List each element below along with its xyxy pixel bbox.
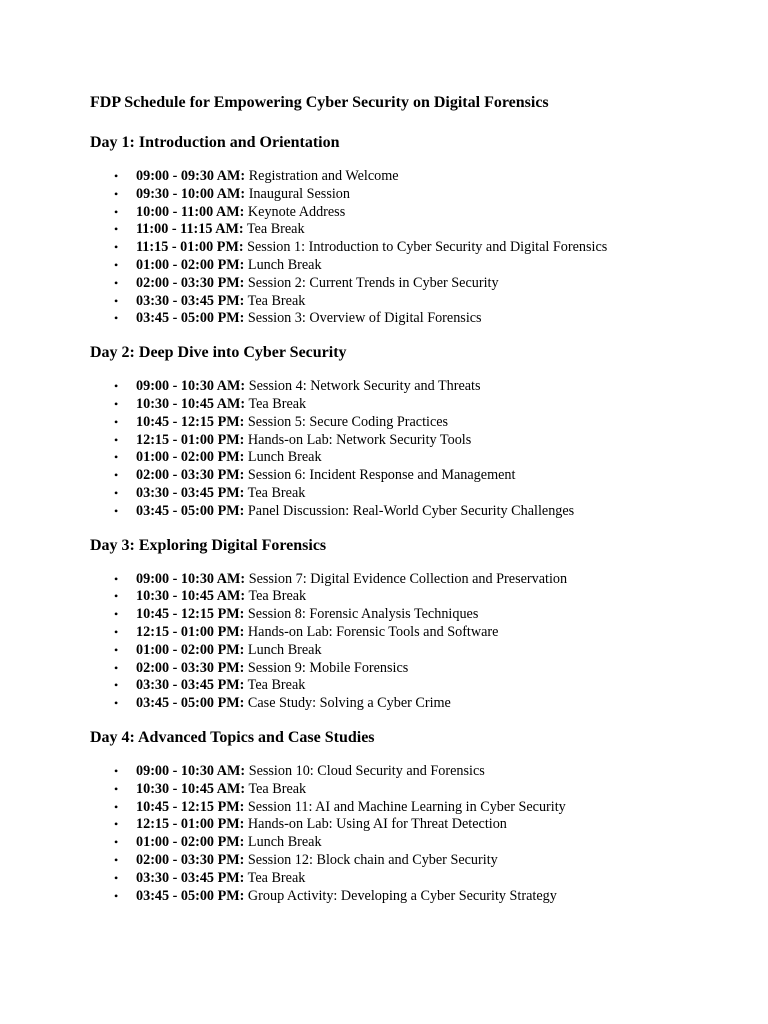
session-item <box>90 503 728 521</box>
day-section-3 <box>90 535 728 713</box>
bullet-icon: • <box>114 450 119 465</box>
bullet-icon: • <box>114 888 119 903</box>
session-activity: Lunch Break <box>247 641 322 658</box>
session-activity: Tea Break <box>246 221 305 238</box>
session-time: 03:30 - 03:45 PM: <box>136 292 245 309</box>
session-activity: Case Study: Solving a Cyber Crime <box>247 695 451 712</box>
day-section-4 <box>90 727 728 905</box>
session-time: 02:00 - 03:30 PM: <box>136 274 245 291</box>
bullet-icon: • <box>114 589 119 604</box>
bullet-icon: • <box>114 870 119 885</box>
session-item <box>90 763 728 781</box>
bullet-icon: • <box>114 222 119 237</box>
session-activity: Hands-on Lab: Network Security Tools <box>247 431 472 448</box>
session-item <box>90 204 728 222</box>
bullet-icon: • <box>114 835 119 850</box>
session-activity: Tea Break <box>247 677 306 694</box>
bullet-icon: • <box>114 678 119 693</box>
session-item <box>90 799 728 817</box>
bullet-icon: • <box>114 763 119 778</box>
session-list <box>90 763 728 905</box>
session-item <box>90 571 728 589</box>
bullet-icon: • <box>114 485 119 500</box>
session-time: 03:45 - 05:00 PM: <box>136 695 245 712</box>
session-time: 10:30 - 10:45 AM: <box>136 780 246 797</box>
session-activity: Inaugural Session <box>248 185 350 202</box>
session-time: 10:45 - 12:15 PM: <box>136 606 245 623</box>
session-activity: Hands-on Lab: Using AI for Threat Detection <box>247 816 507 833</box>
bullet-icon: • <box>114 257 119 272</box>
bullet-icon: • <box>114 293 119 308</box>
day-section-2 <box>90 342 728 520</box>
session-time: 09:30 - 10:00 AM: <box>136 185 246 202</box>
session-activity: Tea Break <box>248 395 307 412</box>
session-time: 03:30 - 03:45 PM: <box>136 869 245 886</box>
session-list <box>90 168 728 328</box>
session-item <box>90 239 728 257</box>
session-activity: Registration and Welcome <box>248 168 399 184</box>
session-item <box>90 293 728 311</box>
bullet-icon: • <box>114 571 119 586</box>
bullet-icon: • <box>114 696 119 711</box>
bullet-icon: • <box>114 468 119 483</box>
session-time: 09:00 - 09:30 AM: <box>136 168 246 184</box>
session-time: 10:45 - 12:15 PM: <box>136 798 245 815</box>
bullet-icon: • <box>114 624 119 639</box>
session-item <box>90 642 728 660</box>
bullet-icon: • <box>114 414 119 429</box>
session-item <box>90 186 728 204</box>
bullet-icon: • <box>114 432 119 447</box>
bullet-icon: • <box>114 817 119 832</box>
session-activity: Lunch Break <box>247 834 322 851</box>
session-time: 01:00 - 02:00 PM: <box>136 256 245 273</box>
document-title: FDP Schedule for Empowering Cyber Security on Digital Forensics <box>90 94 549 111</box>
bullet-icon: • <box>114 240 119 255</box>
session-item <box>90 467 728 485</box>
session-item <box>90 870 728 888</box>
session-list <box>90 378 728 520</box>
session-activity: Tea Break <box>247 484 306 501</box>
session-activity: Group Activity: Developing a Cyber Security Strategy <box>247 887 557 904</box>
session-time: 03:45 - 05:00 PM: <box>136 887 245 904</box>
session-item <box>90 432 728 450</box>
bullet-icon: • <box>114 781 119 796</box>
session-activity: Panel Discussion: Real-World Cyber Security Challenges <box>247 502 575 519</box>
session-activity: Session 5: Secure Coding Practices <box>247 413 449 430</box>
session-activity: Session 1: Introduction to Cyber Security and Digital Forensics <box>247 239 608 256</box>
bullet-icon: • <box>114 642 119 657</box>
session-activity: Session 7: Digital Evidence Collection and Preservation <box>248 570 568 587</box>
session-item <box>90 677 728 695</box>
bullet-icon: • <box>114 186 119 201</box>
bullet-icon: • <box>114 311 119 326</box>
session-item <box>90 485 728 503</box>
session-time: 11:15 - 01:00 PM: <box>136 239 244 256</box>
session-time: 10:45 - 12:15 PM: <box>136 413 245 430</box>
bullet-icon: • <box>114 379 119 394</box>
session-time: 09:00 - 10:30 AM: <box>136 762 246 779</box>
session-time: 01:00 - 02:00 PM: <box>136 449 245 466</box>
session-item <box>90 221 728 239</box>
session-activity: Session 11: AI and Machine Learning in Cyber Security <box>247 798 566 815</box>
session-activity: Session 6: Incident Response and Management <box>247 467 516 484</box>
session-activity: Session 9: Mobile Forensics <box>247 659 409 676</box>
day-section-1 <box>90 132 728 328</box>
schedule-days <box>90 132 728 905</box>
session-activity: Hands-on Lab: Forensic Tools and Software <box>247 623 499 640</box>
session-item <box>90 310 728 328</box>
session-item <box>90 852 728 870</box>
session-time: 02:00 - 03:30 PM: <box>136 467 245 484</box>
session-item <box>90 834 728 852</box>
session-activity: Session 3: Overview of Digital Forensics <box>247 310 482 327</box>
session-item <box>90 888 728 906</box>
session-activity: Tea Break <box>248 588 307 605</box>
session-time: 10:30 - 10:45 AM: <box>136 395 246 412</box>
bullet-icon: • <box>114 275 119 290</box>
session-item <box>90 414 728 432</box>
session-activity: Session 8: Forensic Analysis Techniques <box>247 606 479 623</box>
session-item <box>90 781 728 799</box>
session-time: 01:00 - 02:00 PM: <box>136 641 245 658</box>
session-item <box>90 257 728 275</box>
session-item <box>90 624 728 642</box>
session-activity: Tea Break <box>247 869 306 886</box>
session-activity: Keynote Address <box>247 203 346 220</box>
session-time: 10:30 - 10:45 AM: <box>136 588 246 605</box>
bullet-icon: • <box>114 503 119 518</box>
bullet-icon: • <box>114 204 119 219</box>
session-time: 11:00 - 11:15 AM: <box>136 221 244 238</box>
session-time: 10:00 - 11:00 AM: <box>136 203 245 220</box>
session-item <box>90 275 728 293</box>
day-heading: Day 3: Exploring Digital Forensics <box>90 536 327 554</box>
session-activity: Tea Break <box>247 292 306 309</box>
session-activity: Session 2: Current Trends in Cyber Security <box>247 274 499 291</box>
session-time: 03:30 - 03:45 PM: <box>136 677 245 694</box>
session-activity: Tea Break <box>248 780 307 797</box>
session-time: 01:00 - 02:00 PM: <box>136 834 245 851</box>
session-time: 12:15 - 01:00 PM: <box>136 623 245 640</box>
session-item <box>90 588 728 606</box>
session-activity: Lunch Break <box>247 256 322 273</box>
session-time: 03:45 - 05:00 PM: <box>136 502 245 519</box>
bullet-icon: • <box>114 660 119 675</box>
session-item <box>90 168 728 186</box>
session-time: 12:15 - 01:00 PM: <box>136 431 245 448</box>
session-list <box>90 571 728 713</box>
session-activity: Session 10: Cloud Security and Forensics <box>248 762 485 779</box>
session-time: 02:00 - 03:30 PM: <box>136 851 245 868</box>
session-activity: Session 4: Network Security and Threats <box>248 378 481 395</box>
session-activity: Session 12: Block chain and Cyber Security <box>247 851 498 868</box>
bullet-icon: • <box>114 852 119 867</box>
session-item <box>90 606 728 624</box>
session-item <box>90 695 728 713</box>
session-time: 03:30 - 03:45 PM: <box>136 484 245 501</box>
session-time: 02:00 - 03:30 PM: <box>136 659 245 676</box>
session-item <box>90 660 728 678</box>
day-heading: Day 4: Advanced Topics and Case Studies <box>90 728 375 746</box>
day-heading: Day 2: Deep Dive into Cyber Security <box>90 344 347 362</box>
session-time: 09:00 - 10:30 AM: <box>136 378 246 395</box>
session-item <box>90 816 728 834</box>
session-time: 09:00 - 10:30 AM: <box>136 570 246 587</box>
session-activity: Lunch Break <box>247 449 322 466</box>
session-item <box>90 378 728 396</box>
session-item <box>90 449 728 467</box>
bullet-icon: • <box>114 169 119 183</box>
day-heading: Day 1: Introduction and Orientation <box>90 134 340 151</box>
session-item <box>90 396 728 414</box>
bullet-icon: • <box>114 607 119 622</box>
bullet-icon: • <box>114 396 119 411</box>
bullet-icon: • <box>114 799 119 814</box>
session-time: 03:45 - 05:00 PM: <box>136 310 245 327</box>
session-time: 12:15 - 01:00 PM: <box>136 816 245 833</box>
